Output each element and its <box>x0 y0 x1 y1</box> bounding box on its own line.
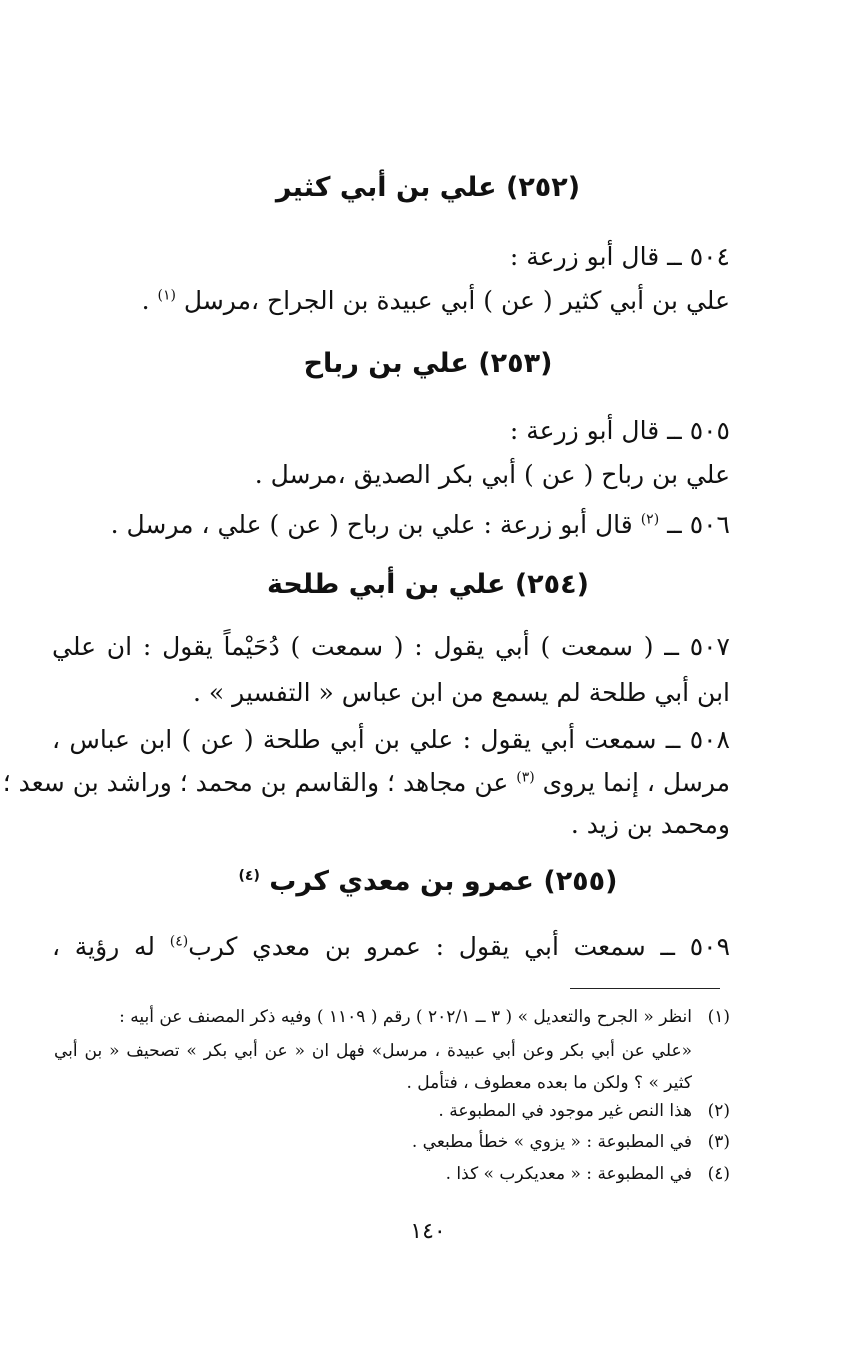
footnote-1-line-2: «علي عن أبي بكر وعن أبي عبيدة ، مرسل» فهل ان « عن أبي بكر » تصحيف « بن أبي <box>54 1041 692 1061</box>
entry-507-line-1: ٥٠٧ ــ ( سمعت ) أبي يقول : ( سمعت ) دُحَيْماً يقول : ان علي <box>52 632 730 661</box>
footnote-separator <box>570 988 720 989</box>
footnote-ref-4-heading[interactable]: (٤) <box>238 868 260 884</box>
entry-505-line-1: ٥٠٥ ــ قال أبو زرعة : <box>509 416 730 445</box>
section-heading-252: (٢٥٢) علي بن أبي كثير <box>275 172 581 203</box>
footnote-4-number: (٤) <box>707 1164 730 1184</box>
footnote-ref-2[interactable]: (٢) <box>640 511 660 528</box>
section-heading-253: (٢٥٣) علي بن رباح <box>303 348 553 379</box>
footnote-ref-1[interactable]: (١) <box>157 287 176 304</box>
footnote-3: (٣)في المطبوعة : « يزوي » خطأ مطبعي . <box>54 1127 730 1157</box>
entry-507-line-2: ابن أبي طلحة لم يسمع من ابن عباس « التفسير » . <box>193 678 730 707</box>
entry-508-line-2: مرسل ، إنما يروى $^{(٣)}$ عن مجاهد ؛ والقاسم بن محمد ؛ وراشد بن سعد ؛ <box>2 768 730 797</box>
footnote-ref-4[interactable]: (٤) <box>169 933 189 950</box>
page-number: ١٤٠ <box>410 1219 446 1244</box>
footnote-3-number: (٣) <box>707 1132 730 1152</box>
entry-504-line-1: ٥٠٤ ــ قال أبو زرعة : <box>509 242 730 271</box>
footnote-ref-3[interactable]: (٣) <box>516 769 535 786</box>
entry-504-line-2: علي بن أبي كثير ( عن ) أبي عبيدة بن الجراح ،مرسل $^{(١)}$ . <box>141 286 730 315</box>
section-heading-254: (٢٥٤) علي بن أبي طلحة <box>267 569 589 600</box>
entry-505-line-2: علي بن رباح ( عن ) أبي بكر الصديق ،مرسل . <box>254 460 730 489</box>
entry-506-line-1: ٥٠٦ ــ $^{(٢)}$ قال أبو زرعة : علي بن رباح ( عن ) علي ، مرسل . <box>110 510 730 539</box>
footnote-2-number: (٢) <box>707 1101 730 1121</box>
footnote-1: (١)انظر « الجرح والتعديل » ( ٣ ــ ٢٠٢/١ ) رقم ( ١١٠٩ ) وفيه ذكر المصنف عن أبيه : <box>54 1002 730 1032</box>
entry-508-line-1: ٥٠٨ ــ سمعت أبي يقول : علي بن أبي طلحة ( عن ) ابن عباس ، <box>52 725 730 754</box>
footnote-1-line-3: كثير » ؟ ولكن ما بعده معطوف ، فتأمل . <box>406 1073 692 1093</box>
entry-508-line-3: ومحمد بن زيد . <box>570 810 730 839</box>
footnote-4: (٤)في المطبوعة : « معديكرب » كذا . <box>54 1159 730 1189</box>
footnote-2: (٢)هذا النص غير موجود في المطبوعة . <box>54 1096 730 1126</box>
footnote-1-number: (١) <box>707 1007 730 1027</box>
section-heading-255: (٢٥٥) عمرو بن معدي كرب $^{(٤)}$ <box>238 866 618 897</box>
entry-509-line-1: ٥٠٩ ــ سمعت أبي يقول : عمرو بن معدي كرب$^{(٤)}$ له رؤية ، <box>52 932 731 961</box>
